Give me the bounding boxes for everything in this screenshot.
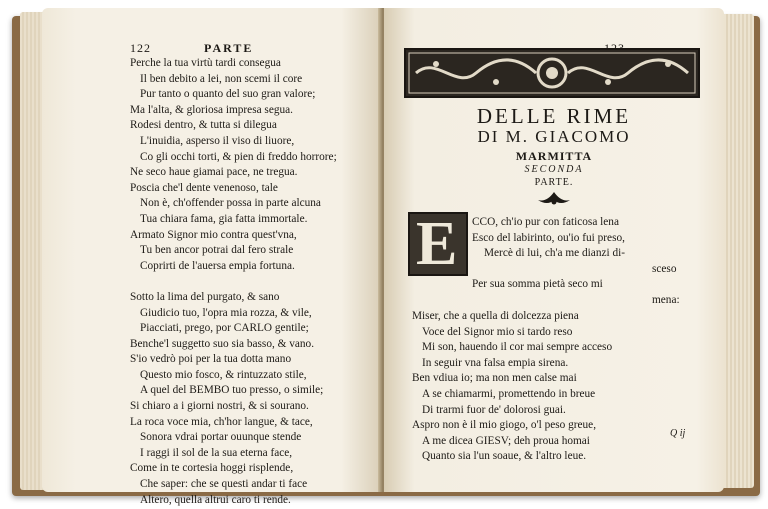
decorated-initial <box>408 212 468 276</box>
left-text-block <box>130 56 337 508</box>
text-line: Il ben debito a lei, non scemi il core <box>140 72 303 85</box>
open-book <box>12 8 760 506</box>
left-running-head: PARTE <box>204 41 254 55</box>
right-text-block <box>412 309 612 465</box>
text-line: CCO, ch'io pur con faticosa lena <box>472 216 619 228</box>
signature-mark: Q ij <box>670 428 686 439</box>
text-line: Giudicio tuo, l'opra mia rozza, & vile, <box>140 306 312 319</box>
text-line: Come in te cortesia hoggi risplende, <box>130 462 294 475</box>
title-line-3: MARMITTA <box>515 149 593 163</box>
right-text-block-top <box>472 215 680 309</box>
initial-letter: E <box>416 210 458 278</box>
fleuron-icon <box>536 190 572 206</box>
text-line: Voce del Signor mio si tardo reso <box>422 325 573 338</box>
text-line: A me dicea GIESV; deh proua homai <box>422 434 590 447</box>
text-line: Altero, quella altrui caro ti rende. <box>140 493 291 506</box>
text-line: Tu ben ancor potrai dal fero strale <box>140 244 294 257</box>
text-line: Tua chiara fama, gia fatta immortale. <box>140 212 308 225</box>
text-line: A se chiamarmi, promettendo in breue <box>422 387 596 400</box>
text-line: Rodesi dentro, & tutta si dilegua <box>130 119 277 132</box>
text-line: sceso <box>652 262 677 275</box>
right-page <box>384 8 724 492</box>
text-line: Sotto la lima del purgato, & sano <box>130 290 280 303</box>
text-line: Per sua somma pietà seco mi <box>472 278 603 291</box>
text-line: Di trarmi fuor de' dolorosi guai. <box>422 403 566 416</box>
text-line: Ne seco haue giamai pace, ne tregua. <box>130 166 298 179</box>
left-folio: 122 <box>130 41 151 55</box>
ornamental-headpiece <box>404 48 700 98</box>
text-line: In seguir vna falsa empia sirena. <box>422 356 569 369</box>
text-line: Benche'l suggetto suo sia basso, & vano. <box>130 337 315 350</box>
text-line: Ben vdiua io; ma non men calse mai <box>412 372 577 385</box>
text-line: Poscia che'l dente venenoso, tale <box>130 181 278 194</box>
text-line: Aspro non è il mio giogo, o'l peso greue, <box>412 419 597 432</box>
text-line: Questo mio fosco, & rintuzzato stile, <box>140 368 307 381</box>
text-line: Pur tanto o quanto del suo gran valore; <box>140 88 316 101</box>
text-line: Mi son, hauendo il cor mai sempre acceso <box>422 341 613 354</box>
text-line: mena: <box>652 293 680 306</box>
text-line: Coprirti de l'auersa empia fortuna. <box>140 259 295 272</box>
text-line: I raggi il sol de la sua eterna face, <box>140 446 293 459</box>
headpiece-ornament-icon <box>406 50 698 96</box>
left-page <box>42 8 382 506</box>
title-line-4: SECONDA <box>524 164 584 175</box>
text-line: Sonora vdrai portar ouunque stende <box>140 431 302 444</box>
title-line-5: PARTE. <box>534 177 574 188</box>
text-line: Miser, che a quella di dolcezza piena <box>412 310 579 322</box>
text-line: Non è, ch'offender possa in parte alcuna <box>140 197 321 210</box>
text-line: L'inuidia, asperso il viso di liuore, <box>140 134 295 147</box>
text-line: La roca voce mia, ch'hor langue, & tace, <box>130 415 313 428</box>
title-line-2: DI M. GIACOMO <box>477 127 631 146</box>
text-line: Perche la tua virtù tardi consegua <box>130 57 281 69</box>
title-line-1: DELLE RIME <box>476 104 632 128</box>
text-line: Ma l'alta, & gloriosa impresa segua. <box>130 103 293 116</box>
text-line: Esco del labirinto, ou'io fui preso, <box>472 231 625 244</box>
text-line: A quel del BEMBO tuo presso, o simile; <box>140 384 324 397</box>
text-line: S'io vedrò poi per la tua dotta mano <box>130 353 292 366</box>
text-line: Armato Signor mio contra quest'vna, <box>130 228 297 241</box>
text-line: Co gli occhi torti, & pien di freddo horrore; <box>140 150 337 163</box>
text-line: Che saper: che se questi andar ti face <box>140 478 308 491</box>
text-line: Piacciati, prego, por CARLO gentile; <box>140 322 309 335</box>
text-line: Mercè di lui, ch'a me dianzi di- <box>484 247 625 260</box>
stanza-gap <box>130 274 337 290</box>
text-line: Quanto sia l'un soaue, & l'altro leue. <box>422 450 587 463</box>
page-edges-right <box>720 14 754 488</box>
text-line: Si chiaro a i giorni nostri, & si sourano. <box>130 400 309 413</box>
